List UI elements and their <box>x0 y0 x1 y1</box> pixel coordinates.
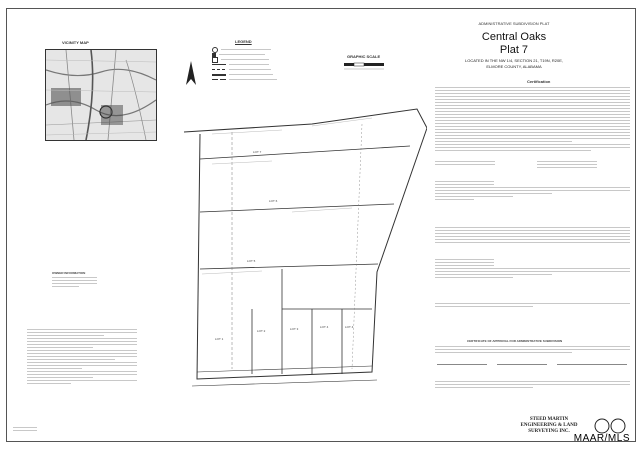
lot-4-label: LOT 4 <box>320 325 329 329</box>
certification-text <box>435 87 630 144</box>
approval-signature-1 <box>437 364 487 365</box>
location-line-2: ELMORE COUNTY, ALABAMA <box>486 64 542 69</box>
certification-title: Certification <box>527 79 551 84</box>
approval-signature-2 <box>497 364 547 365</box>
north-arrow-icon <box>182 59 200 89</box>
sheet-stamp <box>13 427 37 433</box>
plat-type-label: ADMINISTRATIVE SUBDIVISION PLAT <box>478 21 550 26</box>
surveyor-name-1: STEED MARTIN <box>529 417 569 422</box>
notary-block-2 <box>435 259 630 280</box>
lot-7-label: LOT 7 <box>253 150 262 154</box>
vicinity-map-title: VICINITY MAP <box>62 40 89 45</box>
subdivision-title: Central Oaks <box>481 31 547 43</box>
certification-text-2 <box>435 144 630 153</box>
plat-number: Plat 7 <box>499 44 529 56</box>
graphic-scale-title: GRAPHIC SCALE <box>347 54 381 59</box>
approval-text <box>435 346 630 355</box>
mls-watermark: MAAR/MLS <box>573 433 630 444</box>
approval-signature-4 <box>597 364 627 365</box>
surveyor-name-2: ENGINEERING & LAND <box>520 423 578 428</box>
probate-text <box>435 381 630 390</box>
notary-block-1 <box>435 181 630 202</box>
lot-6-label: LOT 6 <box>269 199 278 203</box>
lot-5-label: LOT 5 <box>247 259 256 263</box>
surveyor-name-3: SURVEYING INC. <box>528 429 570 434</box>
owner-info <box>52 277 97 289</box>
approval-title: CERTIFICATE OF APPROVAL FOR ADMINISTRATIVE SUBDIVISION <box>467 339 563 343</box>
signature-block-right <box>537 161 597 170</box>
vicinity-map-graphic <box>46 50 156 140</box>
lot-2-label: LOT 2 <box>257 329 266 333</box>
location-line-1: LOCATED IN THE NW 1/4, SECTION 21, T19N, R20E, <box>464 58 564 63</box>
notes-list <box>27 329 137 386</box>
lot-3-label: LOT 3 <box>290 327 299 331</box>
plat-drawing <box>172 104 427 394</box>
plat-sheet <box>6 8 636 442</box>
graphic-scale-bar <box>342 61 392 75</box>
legend <box>212 47 287 97</box>
signature-block-left <box>435 161 495 167</box>
lot-4b-label: LOT 4 <box>345 325 354 329</box>
vicinity-map <box>45 49 157 141</box>
owner-info-title: OWNER INFORMATION <box>52 271 86 275</box>
legend-title: LEGEND <box>235 39 252 44</box>
notary-block-3 <box>435 303 630 309</box>
owner-statement <box>435 227 630 245</box>
lot-1-label: LOT 1 <box>215 337 224 341</box>
